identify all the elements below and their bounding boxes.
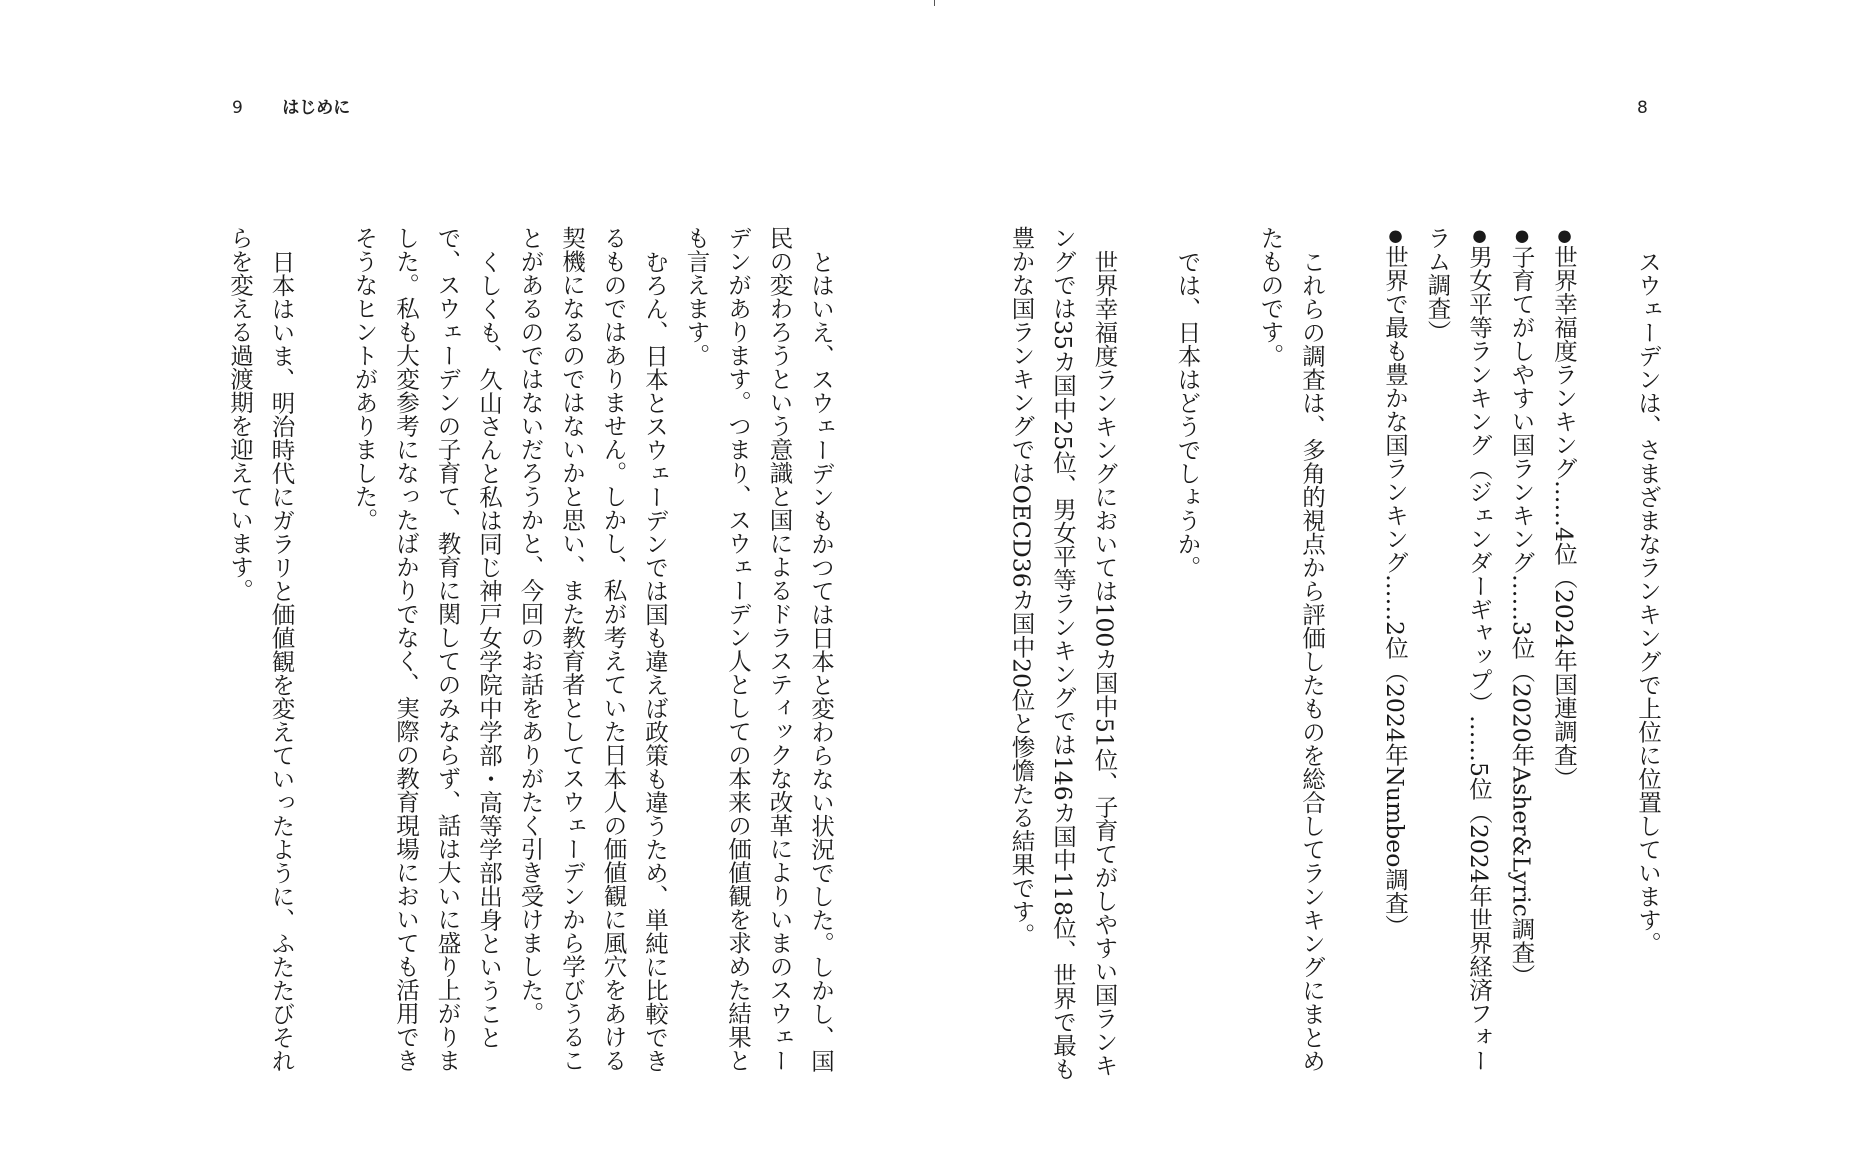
spacer: [1125, 226, 1167, 1086]
list-item: [1500, 226, 1543, 1086]
bullet-icon: ●: [1470, 226, 1489, 245]
list-item-text: 男女平等ランキング（ジェンダーギャップ）……5位（2024年世界経済フォー: [1465, 245, 1493, 1072]
intro-paragraph: スウェーデンは、さまざまなランキングで上位に位置しています。: [1634, 249, 1662, 955]
crop-mark: [934, 0, 935, 6]
body-paragraph: では、日本はどうでしょうか。: [1173, 249, 1202, 579]
bullet-icon: ●: [1555, 226, 1574, 245]
bullet-icon: ●: [1512, 226, 1532, 245]
left-page-body: [226, 226, 841, 1086]
list-item-continuation: ラム調査）: [1423, 226, 1452, 344]
list-item: [1543, 226, 1586, 1086]
body-paragraph: これらの調査は、多角的視点から評価したものを総合してランキングにまとめたものです。: [1256, 226, 1326, 1072]
list-item-text: 子育てがしやすい国ランキング……3位（2020年Asher&Lyric調査）: [1507, 245, 1536, 988]
left-page-header: [232, 100, 350, 117]
body-paragraph: とはいえ、スウェーデンもかつては日本と変わらない状況でした。しかし、国民の変わろうという意識と国によるドラスティックな改革によりいまのスウェーデンがあります。つまり、スウェーデン人としての本来の価値観を求めた結果とも言えます。: [682, 226, 835, 1072]
list-item: [1374, 226, 1417, 1086]
right-page-body: [1007, 226, 1668, 1086]
spacer: [1332, 226, 1374, 1086]
spacer: [302, 226, 344, 1086]
list-item-text: 世界幸福度ランキング……4位（2024年国連調査）: [1550, 245, 1578, 790]
spacer: [1208, 226, 1250, 1086]
body-paragraph: 世界幸福度ランキングにおいては100カ国中51位、子育てがしやすい国ランキングでは35カ国中25位、男女平等ランキングでは146カ国中118位、世界で最も豊かな国ランキングではOECD36カ国中20位と惨憺たる結果です。: [1007, 226, 1119, 1081]
body-paragraph: くしくも、久山さんと私は同じ神戸女学院中学部・高等学部出身ということで、スウェーデンの子育て、教育に関してのみならず、話は大いに盛り上がりました。私も大変参考になったばかりでなく、実際の教育現場においても活用できそうなヒントがありました。: [350, 226, 503, 1072]
body-paragraph: 日本はいま、明治時代にガラリと価値観を変えていったように、ふたたびそれらを変える過渡期を迎えています。: [226, 226, 296, 1072]
spacer: [1585, 226, 1627, 1086]
list-item: [1458, 226, 1501, 1086]
chapter-title: はじめに: [282, 98, 351, 118]
list-item-text: 世界で最も豊かな国ランキング……2位（2024年Numbeo調査）: [1381, 245, 1409, 938]
body-paragraph: むろん、日本とスウェーデンでは国も違えば政策も違うため、単純に比較できるものではありません。しかし、私が考えていた日本人の価値観に風穴をあける契機になるのではないかと思い、また教育者としてスウェーデンから学びうることがあるのではないだろうかと、今回のお話をありがたく引き受けました。: [516, 226, 669, 1072]
right-page-header: [1637, 100, 1648, 117]
bullet-icon: ●: [1386, 226, 1405, 245]
right-page-number: 8: [1637, 98, 1648, 118]
left-page-number: 9: [232, 98, 243, 118]
